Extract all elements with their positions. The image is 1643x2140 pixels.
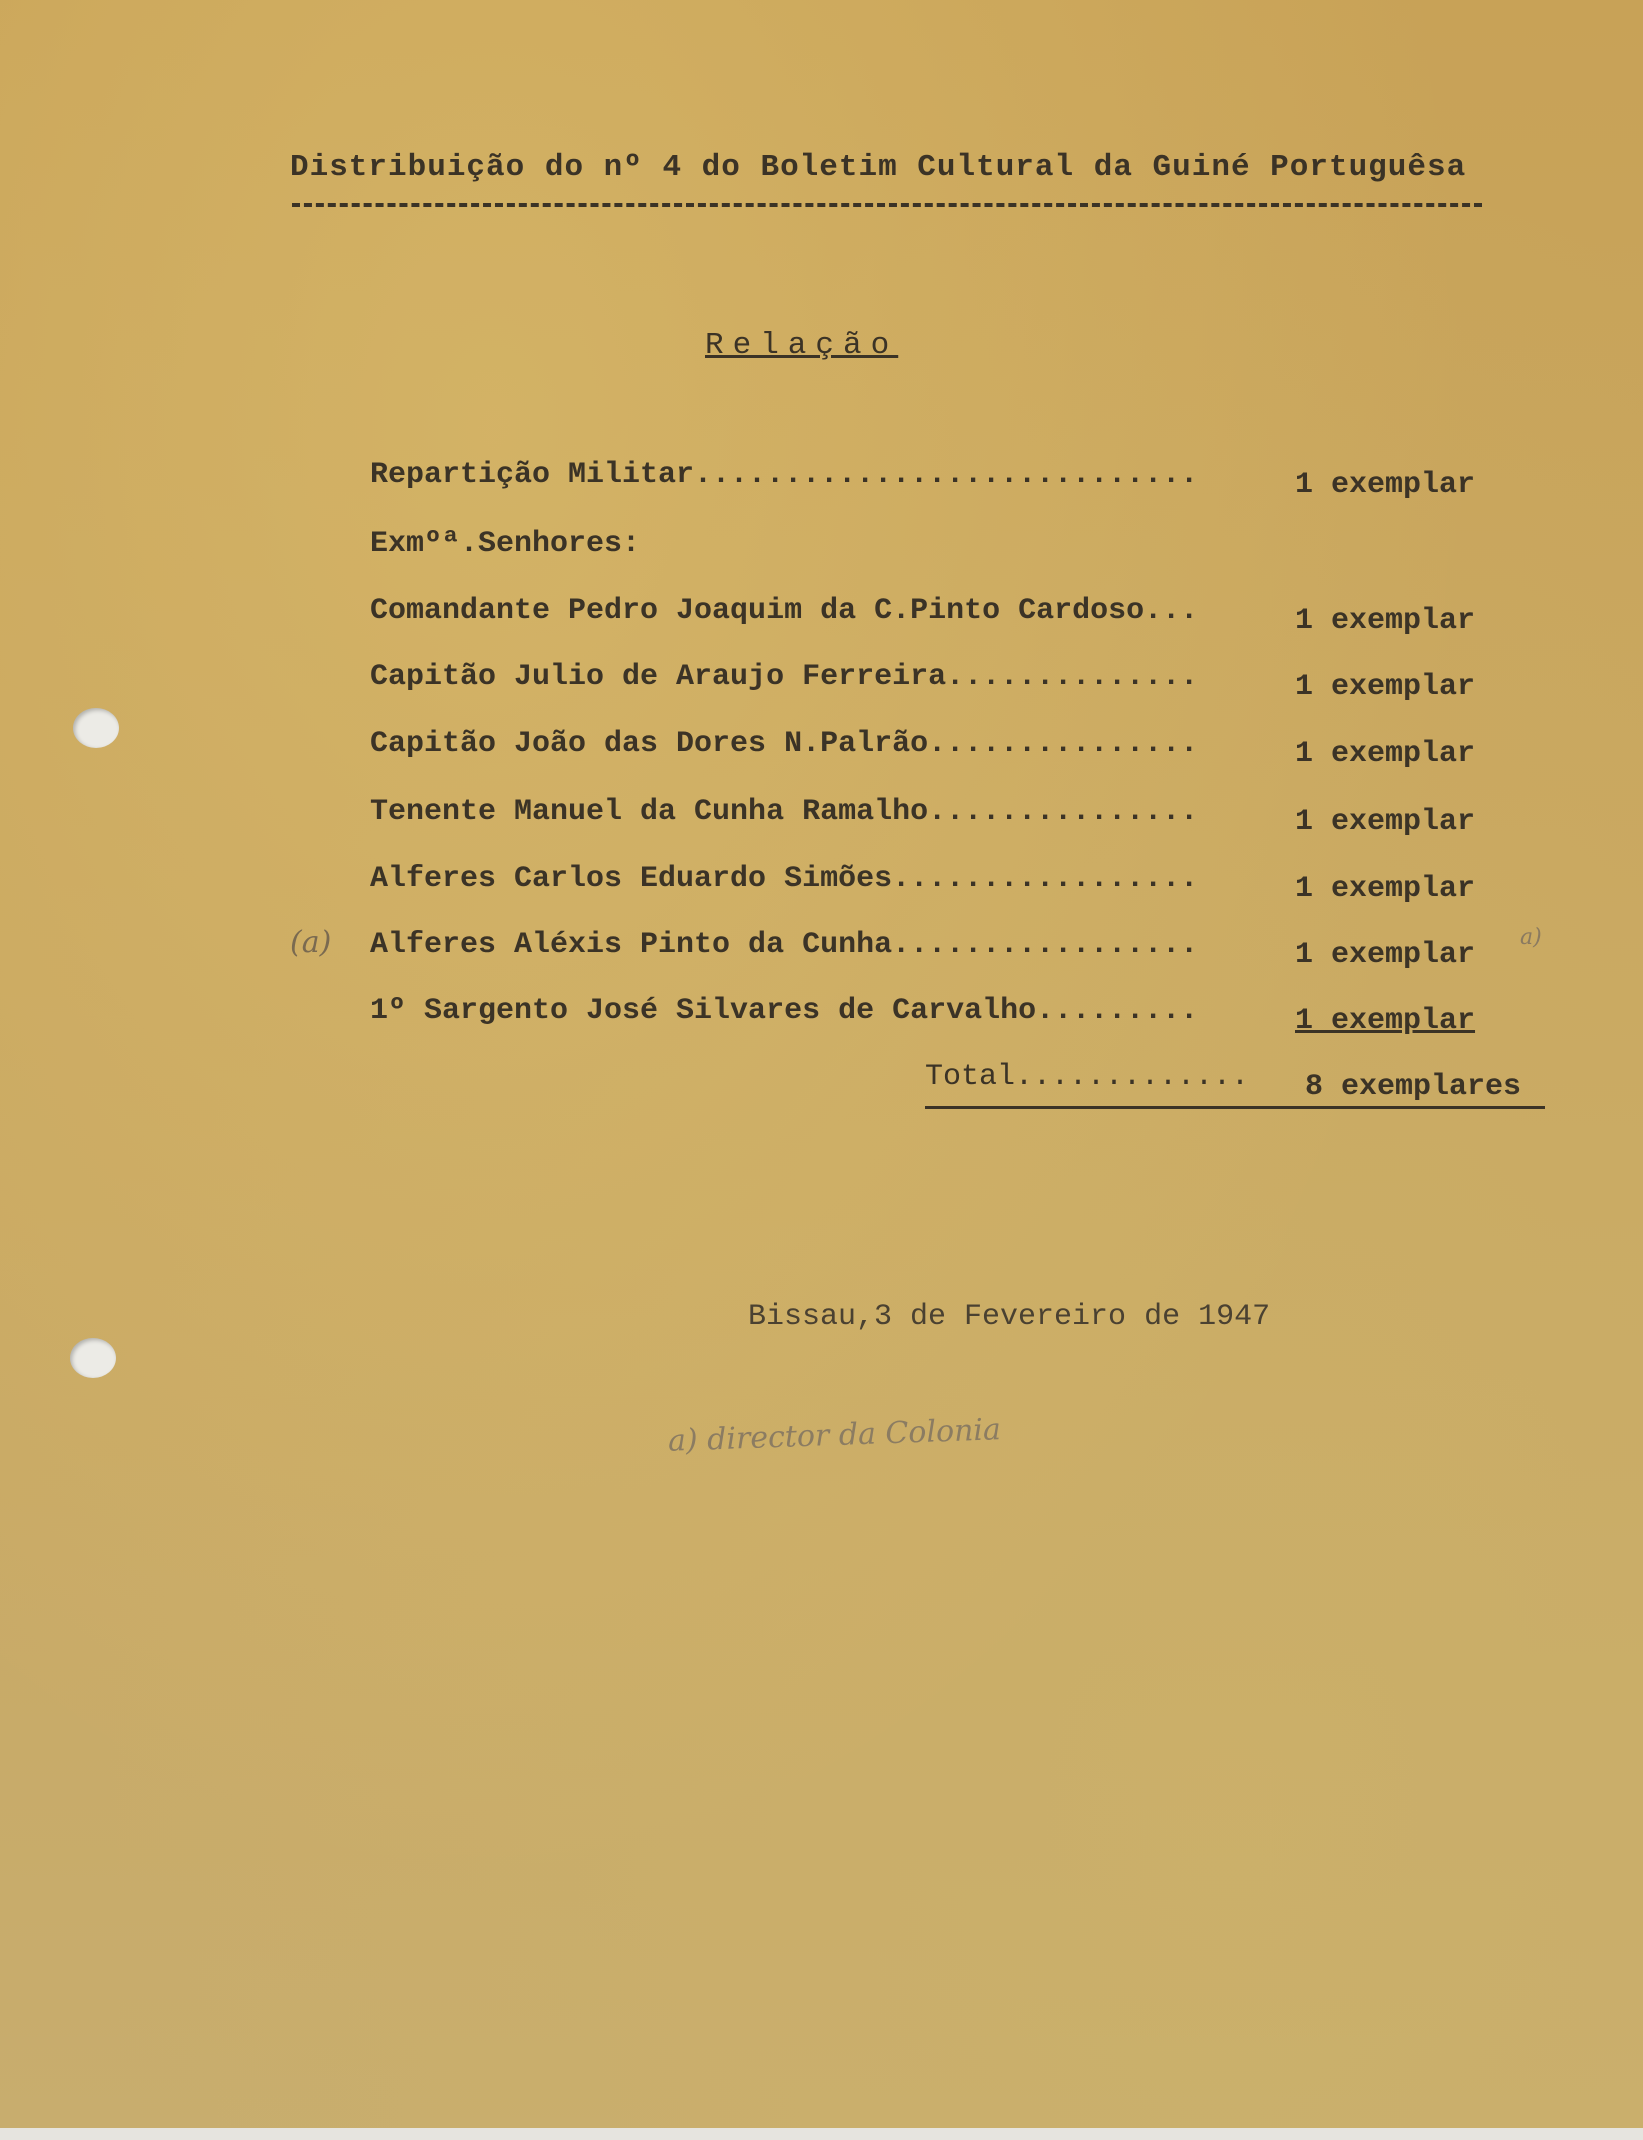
handwritten-mark-right: a) xyxy=(1520,925,1542,950)
entry-name: Capitão João das Dores N.Palrão............... xyxy=(370,727,1199,761)
entry-qty: 1 exemplar xyxy=(1295,670,1476,704)
entry-qty: 1 exemplar xyxy=(1295,938,1476,972)
entry-name: Comandante Pedro Joaquim da C.Pinto Cardoso... xyxy=(370,594,1199,628)
list-item xyxy=(370,795,1500,839)
handwritten-mark-left: (a) xyxy=(290,925,332,960)
title-dashed-rule xyxy=(292,203,1482,207)
entry-name: 1º Sargento José Silvares de Carvalho......... xyxy=(370,994,1199,1028)
list-item xyxy=(370,928,1500,972)
entry-name: Tenente Manuel da Cunha Ramalho............... xyxy=(370,795,1199,829)
section-header: Exmºª.Senhores: xyxy=(370,527,641,561)
total-line xyxy=(925,1060,1545,1109)
document-subtitle: Relação xyxy=(705,328,899,363)
entry-qty: 1 exemplar xyxy=(1295,805,1476,839)
handwritten-note: a) director da Colonia xyxy=(667,1412,1002,1459)
list-item-reparticao xyxy=(370,458,1500,502)
list-item xyxy=(370,594,1500,638)
total-qty: 8 exemplares xyxy=(1305,1070,1522,1104)
punch-hole-icon xyxy=(70,1338,116,1378)
place-date: Bissau,3 de Fevereiro de 1947 xyxy=(748,1300,1271,1334)
list-item xyxy=(370,727,1500,771)
entry-name: Capitão Julio de Araujo Ferreira.............. xyxy=(370,660,1199,694)
entry-name: Repartição Militar............................ xyxy=(370,458,1199,492)
entry-qty: 1 exemplar xyxy=(1295,737,1476,771)
scan-edge xyxy=(0,2128,1643,2140)
entry-name: Alferes Aléxis Pinto da Cunha................. xyxy=(370,928,1199,962)
list-item xyxy=(370,660,1500,704)
punch-hole-icon xyxy=(73,708,119,748)
entry-qty: 1 exemplar xyxy=(1295,1004,1476,1038)
entry-name: Alferes Carlos Eduardo Simões................. xyxy=(370,862,1199,896)
entry-qty: 1 exemplar xyxy=(1295,604,1476,638)
document-title: Distribuição do nº 4 do Boletim Cultural da Guiné Portuguêsa xyxy=(290,150,1467,185)
list-item xyxy=(370,994,1500,1038)
total-label: Total............. xyxy=(925,1060,1250,1094)
entry-qty: 1 exemplar xyxy=(1295,872,1476,906)
entry-qty: 1 exemplar xyxy=(1295,468,1476,502)
list-item xyxy=(370,862,1500,906)
